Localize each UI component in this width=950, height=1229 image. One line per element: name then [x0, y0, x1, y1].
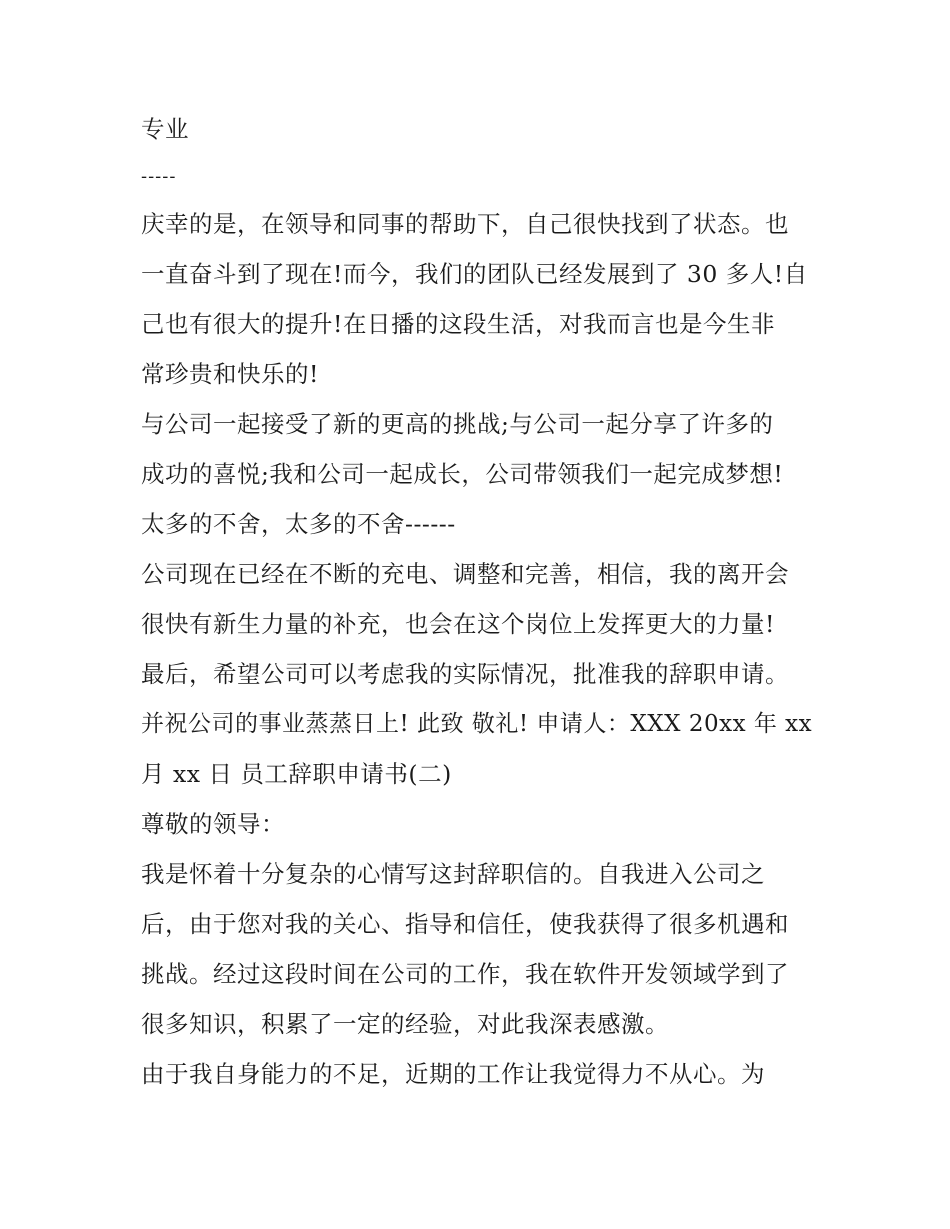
text-line-salutation: 尊敬的领导： [141, 810, 285, 838]
text-line: 挑战。经过这段时间在公司的工作，我在软件开发领域学到了 [141, 960, 789, 988]
text-line: 后，由于您对我的关心、指导和信任，使我获得了很多机遇和 [141, 910, 789, 938]
text-line: 公司现在已经在不断的充电、调整和完善，相信，我的离开会 [141, 560, 789, 588]
text-line-heading: 专业 [141, 115, 189, 143]
text-line: 己也有很大的提升!在日播的这段生活，对我而言也是今生非 [141, 310, 775, 338]
text-line-divider: ----- [141, 166, 177, 187]
text-line: 最后，希望公司可以考虑我的实际情况，批准我的辞职申请。 [141, 660, 789, 688]
text-line: 太多的不舍，太多的不舍------ [141, 510, 456, 538]
text-line: 很快有新生力量的补充，也会在这个岗位上发挥更大的力量! [141, 610, 775, 638]
text-line: 常珍贵和快乐的! [141, 360, 319, 388]
text-line: 很多知识，积累了一定的经验，对此我深表感激。 [141, 1010, 669, 1038]
text-line: 与公司一起接受了新的更高的挑战;与公司一起分享了许多的 [141, 410, 774, 438]
text-line: 成功的喜悦;我和公司一起成长，公司带领我们一起完成梦想! [141, 460, 784, 488]
text-line: 一直奋斗到了现在!而今，我们的团队已经发展到了 30 多人!自 [141, 260, 808, 288]
text-line: 月 xx 日 员工辞职申请书(二) [141, 760, 452, 788]
text-line: 并祝公司的事业蒸蒸日上! 此致 敬礼! 申请人：XXX 20xx 年 xx [141, 711, 813, 737]
text-line: 庆幸的是，在领导和同事的帮助下，自己很快找到了状态。也 [141, 210, 789, 238]
text-line: 我是怀着十分复杂的心情写这封辞职信的。自我进入公司之 [141, 860, 765, 888]
text-line: 由于我自身能力的不足，近期的工作让我觉得力不从心。为 [141, 1060, 765, 1088]
